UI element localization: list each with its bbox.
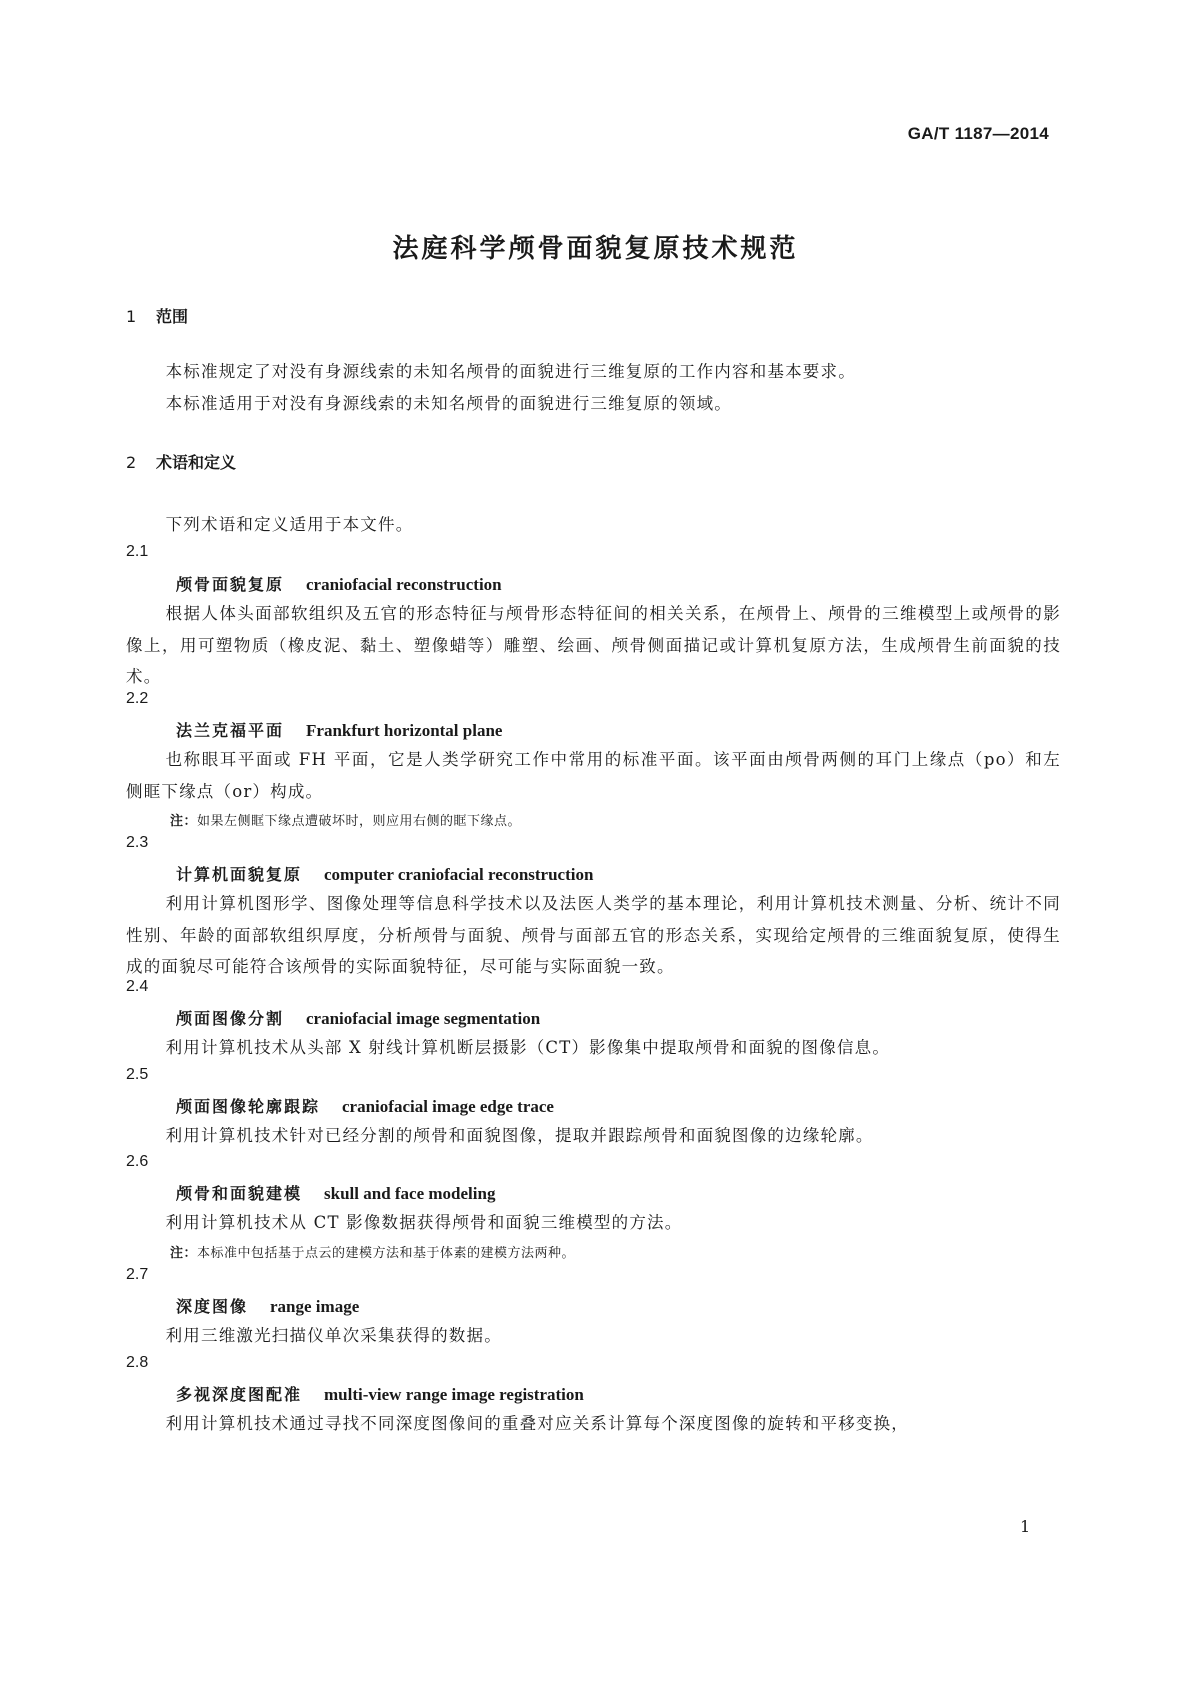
term-number: 2.6 — [126, 1153, 149, 1170]
section-1-heading — [126, 304, 188, 327]
document-title: 法庭科学颅骨面貌复原技术规范 — [392, 234, 799, 264]
term-number: 2.3 — [126, 834, 149, 851]
term-heading — [176, 862, 593, 885]
term-en: craniofacial reconstruction — [306, 575, 502, 594]
note-text: 本标准中包括基于点云的建模方法和基于体素的建模方法两种。 — [197, 1246, 576, 1261]
standard-code: GA/T 1187—2014 — [907, 124, 1049, 143]
note-text: 如果左侧眶下缘点遭破坏时，则应用右侧的眶下缘点。 — [197, 814, 522, 829]
term-zh: 多视深度图配准 — [176, 1385, 303, 1404]
term-number: 2.4 — [126, 978, 149, 995]
section-1-paragraph-1: 本标准规定了对没有身源线索的未知名颅骨的面貌进行三维复原的工作内容和基本要求。 — [165, 362, 856, 381]
term-definition: 也称眼耳平面或 FH 平面，它是人类学研究工作中常用的标准平面。该平面由颅骨两侧的耳门上缘点（po）和左侧眶下缘点（or）构成。 — [126, 750, 1061, 801]
term-definition: 利用计算机图形学、图像处理等信息科学技术以及法医人类学的基本理论，利用计算机技术测量、分析、统计不同性别、年龄的面部软组织厚度，分析颅骨与面貌、颅骨与面部五官的形态关系，实现给定颅骨的三维面貌复原，使得生成的面貌尽可能符合该颅骨的实际面貌特征，尽可能与实际面貌一致。 — [126, 894, 1061, 976]
term-zh: 计算机面貌复原 — [176, 865, 303, 884]
term-heading — [176, 1382, 584, 1405]
section-1-paragraph-2: 本标准适用于对没有身源线索的未知名颅骨的面貌进行三维复原的领域。 — [165, 394, 732, 413]
term-heading — [176, 572, 502, 595]
term-heading — [176, 1181, 495, 1204]
term-en: range image — [270, 1297, 360, 1316]
term-zh: 颅面图像分割 — [176, 1009, 285, 1028]
term-zh: 颅骨面貌复原 — [176, 575, 285, 594]
term-zh: 深度图像 — [176, 1297, 249, 1316]
section-title: 范围 — [156, 307, 189, 326]
section-2-intro: 下列术语和定义适用于本文件。 — [165, 515, 414, 534]
term-zh: 颅面图像轮廓跟踪 — [176, 1097, 321, 1116]
section-number: 1 — [126, 307, 137, 326]
term-en: skull and face modeling — [324, 1184, 496, 1203]
term-number: 2.5 — [126, 1066, 149, 1083]
section-2-heading — [126, 450, 236, 473]
term-definition: 利用计算机技术从 CT 影像数据获得颅骨和面貌三维模型的方法。 — [165, 1213, 683, 1232]
term-en: craniofacial image edge trace — [342, 1097, 554, 1116]
term-definition: 利用三维激光扫描仪单次采集获得的数据。 — [165, 1326, 502, 1345]
term-note — [170, 1242, 575, 1261]
term-definition: 利用计算机技术通过寻找不同深度图像间的重叠对应关系计算每个深度图像的旋转和平移变换， — [165, 1414, 909, 1433]
term-definition: 根据人体头面部软组织及五官的形态特征与颅骨形态特征间的相关关系，在颅骨上、颅骨的三维模型上或颅骨的影像上，用可塑物质（橡皮泥、黏土、塑像蜡等）雕塑、绘画、颅骨侧面描记或计算机复原方法，生成颅骨生前面貌的技术。 — [126, 604, 1061, 686]
term-definition: 利用计算机技术从头部 X 射线计算机断层摄影（CT）影像集中提取颅骨和面貌的图像信息。 — [165, 1038, 891, 1057]
term-zh: 颅骨和面貌建模 — [176, 1184, 303, 1203]
note-label: 注： — [170, 814, 198, 829]
term-en: craniofacial image segmentation — [306, 1009, 541, 1028]
note-label: 注： — [170, 1246, 198, 1261]
term-zh: 法兰克福平面 — [176, 721, 285, 740]
term-note — [170, 810, 521, 829]
term-en: computer craniofacial reconstruction — [324, 865, 594, 884]
term-number: 2.8 — [126, 1354, 149, 1371]
term-number: 2.1 — [126, 543, 149, 560]
term-definition: 利用计算机技术针对已经分割的颅骨和面貌图像，提取并跟踪颅骨和面貌图像的边缘轮廓。 — [165, 1126, 874, 1145]
term-number: 2.7 — [126, 1266, 149, 1283]
term-heading — [176, 1006, 540, 1029]
term-heading — [176, 1094, 554, 1117]
term-number: 2.2 — [126, 690, 149, 707]
term-en: Frankfurt horizontal plane — [306, 721, 503, 740]
term-en: multi-view range image registration — [324, 1385, 584, 1404]
section-title: 术语和定义 — [156, 453, 237, 472]
section-number: 2 — [126, 453, 137, 472]
page-number: 1 — [1020, 1517, 1031, 1536]
term-heading — [176, 718, 502, 741]
term-heading — [176, 1294, 359, 1317]
